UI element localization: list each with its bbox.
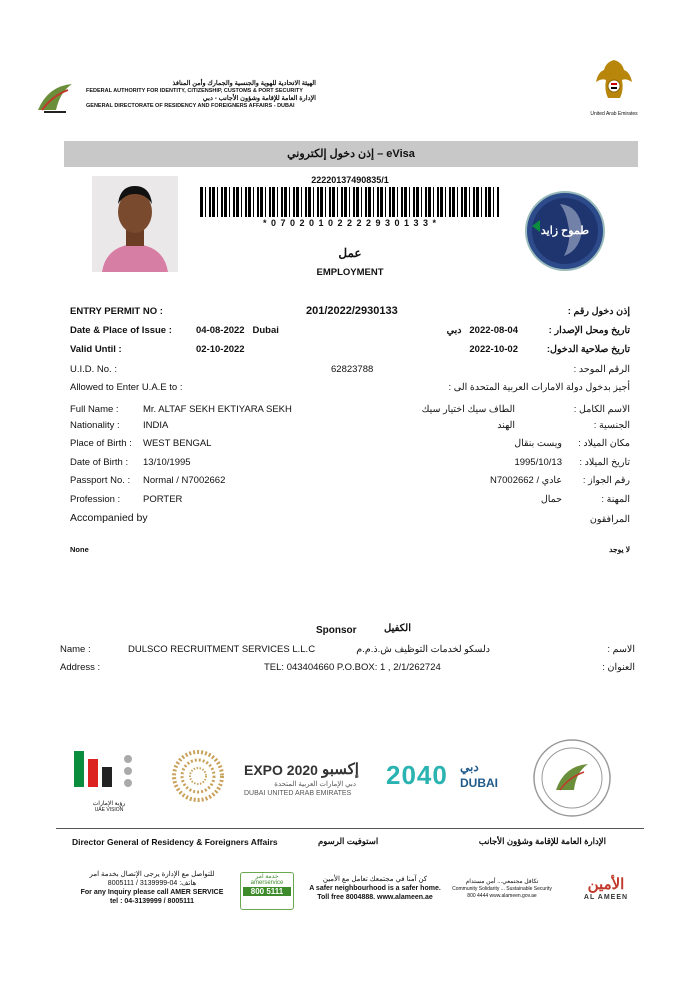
entry-permit-label: ENTRY PERMIT NO : xyxy=(70,306,163,317)
nationality-value: INDIA xyxy=(143,420,169,431)
sponsor-address-value: TEL: 043404660 P.O.BOX: 1 , 2/1/262724 xyxy=(264,662,441,673)
sponsor-name-label: Name : xyxy=(60,644,91,655)
sponsor-address-label-ar: العنوان : xyxy=(602,662,635,673)
profession-label-ar: المهنة : xyxy=(601,494,630,505)
profession-value: PORTER xyxy=(143,494,183,505)
footer-divider xyxy=(56,828,644,829)
sponsor-name-value-ar: دلسكو لخدمات التوظيف ش.ذ.م.م xyxy=(356,644,490,655)
dubai-2040-logo xyxy=(386,760,506,796)
amer-contact xyxy=(66,870,238,906)
amer-logo-num: 800 5111 xyxy=(243,887,291,896)
pob-value: WEST BENGAL xyxy=(143,438,212,449)
solidarity-en: Community Solidarity ... Sustainable Security xyxy=(452,886,552,892)
authority-name-en-2: GENERAL DIRECTORATE OF RESIDENCY AND FOREIGNERS AFFAIRS - DUBAI xyxy=(86,102,295,109)
allowed-label: Allowed to Enter U.A.E to : xyxy=(70,382,183,393)
name-label: Full Name : xyxy=(70,404,119,415)
name-value: Mr. ALTAF SEKH EKTIYARA SEKH xyxy=(143,404,292,415)
accompanied-value: None xyxy=(70,545,89,554)
badge-text: طموح زايد xyxy=(540,225,590,237)
sponsor-heading-ar: الكفيل xyxy=(384,623,411,634)
dob-label-ar: تاريخ الميلاد : xyxy=(579,457,630,468)
pob-label-ar: مكان الميلاد : xyxy=(578,438,630,449)
nationality-value-ar: الهند xyxy=(497,420,515,431)
uae-emblem xyxy=(588,56,640,122)
fee-ar: استوفيت الرسوم xyxy=(318,836,379,846)
profession-value-ar: حمال xyxy=(540,494,562,505)
dob-label: Date of Birth : xyxy=(70,457,129,468)
authority-seal-icon xyxy=(532,738,612,818)
uae-vision-en: UAE VISION xyxy=(94,807,124,813)
expo-2020-logo xyxy=(170,748,370,806)
sponsor-name-value: DULSCO RECRUITMENT SERVICES L.L.C xyxy=(128,644,316,655)
authority-name xyxy=(86,80,316,109)
director-ar: الإدارة العامة للإقامة وشؤون الأجانب xyxy=(478,836,606,846)
uid-label: U.I.D. No. : xyxy=(70,364,117,375)
solidarity-contact: 800 4444 www.alameen.gov.ae xyxy=(467,893,537,899)
issue-value-ar: 2022-08-04 دبي xyxy=(446,325,518,336)
profession-label: Profession : xyxy=(70,494,121,505)
valid-value: 02-10-2022 xyxy=(196,344,245,355)
nationality-label: Nationality : xyxy=(70,420,120,431)
sponsor-address-label: Address : xyxy=(60,662,101,673)
barcode-text: * 0 7 0 2 0 1 0 2 2 2 2 9 3 0 1 3 3 * xyxy=(262,218,438,228)
solidarity-ar: تكافل مجتمعي... أمن مستدام xyxy=(465,879,539,885)
amer-logo-en: amerservice xyxy=(250,880,284,886)
amer-ar-1: للتواصل مع الإدارة يرجى الإتصال بخدمة امر xyxy=(89,871,215,878)
page-title: إذن دخول إلكتروني – eVisa xyxy=(287,148,415,160)
zayed-ambition-badge xyxy=(524,190,606,272)
dubai-ar: دبي xyxy=(460,760,479,774)
passport-value: Normal / N7002662 xyxy=(143,475,226,486)
country-label: United Arab Emirates xyxy=(590,111,638,117)
allowed-label-ar: أجيز بدخول دولة الامارات العربية المتحدة الى : xyxy=(448,382,630,393)
passport-label: Passport No. : xyxy=(70,475,131,486)
name-label-ar: الاسم الكامل : xyxy=(573,404,630,415)
amer-service-logo xyxy=(240,872,294,910)
uid-value: 62823788 xyxy=(331,364,374,375)
dob-value-ar: 1995/10/13 xyxy=(514,457,562,468)
valid-label: Valid Until : xyxy=(70,344,122,355)
nationality-label-ar: الجنسية : xyxy=(593,420,630,431)
dob-value: 13/10/1995 xyxy=(143,457,191,468)
amer-en-2: tel : 04-3139999 / 8005111 xyxy=(109,898,195,905)
passport-value-ar: عادي / N7002662 xyxy=(489,475,562,486)
valid-label-ar: تاريخ صلاحية الدخول: xyxy=(546,344,630,355)
issue-value: 04-08-2022 Dubai xyxy=(196,325,279,336)
pob-value-ar: ويست بنقال xyxy=(514,438,562,449)
al-ameen-logo xyxy=(566,876,646,912)
barcode xyxy=(200,187,500,217)
community-solidarity xyxy=(450,879,554,900)
person-photo-icon xyxy=(92,176,178,272)
valid-value-ar: 2022-10-02 xyxy=(469,344,518,355)
amer-logo-ar: خدمة آمر xyxy=(255,874,279,880)
uae-vision-icon xyxy=(66,745,152,795)
pob-label: Place of Birth : xyxy=(70,438,132,449)
director-en: Director General of Residency & Foreigners Affairs xyxy=(72,837,278,847)
safe-toll: Toll free 8004888. www.alameen.ae xyxy=(317,894,433,901)
accompanied-value-ar: لا يوجد xyxy=(609,545,630,554)
falcon-emblem-icon xyxy=(594,56,634,106)
expo-en: EXPO 2020 xyxy=(244,762,318,778)
expo-sub-ar: دبي الإمارات العربية المتحدة xyxy=(274,781,356,788)
safe-en: A safer neighbourhood is a safer home. xyxy=(309,885,441,892)
authority-name-en-1: FEDERAL AUTHORITY FOR IDENTITY, CITIZENSHIP, CUSTOMS & PORT SECURITY xyxy=(86,88,303,94)
applicant-photo xyxy=(92,176,178,272)
expo-sub-en: DUBAI UNITED ARAB EMIRATES xyxy=(244,790,352,797)
authority-seal xyxy=(532,738,612,818)
visa-type-en: EMPLOYMENT xyxy=(316,267,384,278)
entry-permit-value: 201/2022/2930133 xyxy=(306,305,398,317)
expo-ring-icon xyxy=(170,748,226,804)
expo-ar: إكسبو xyxy=(322,761,359,778)
uid-label-ar: الرقم الموحد : xyxy=(573,364,630,375)
dubai-en: DUBAI xyxy=(460,776,498,790)
entry-permit-label-ar: إذن دخول رقم : xyxy=(567,306,630,317)
name-value-ar: الطاف سيك اختيار سيك xyxy=(421,404,515,415)
sponsor-name-label-ar: الاسم : xyxy=(607,644,635,655)
accompanied-label-ar: المرافقون xyxy=(589,514,630,525)
accompanied-label: Accompanied by xyxy=(70,512,148,524)
dubai-2040-text: 2040 xyxy=(386,760,448,790)
visa-type-ar: عمل xyxy=(338,246,362,260)
alameen-en: AL AMEEN xyxy=(583,894,629,901)
amer-ar-2: هاتف: 04-3139999 / 8005111 xyxy=(107,880,197,887)
safe-ar: كن آمنا في مجتمعك تعامل مع الأمين xyxy=(322,876,428,883)
amer-en-1: For any Inquiry please call AMER SERVICE xyxy=(80,889,224,896)
title-bar xyxy=(64,141,638,167)
issue-label-ar: تاريخ ومحل الإصدار : xyxy=(548,325,630,336)
authority-name-ar-1: الهيئة الاتحادية للهوية والجنسية والجمارك وأمن المنافذ xyxy=(172,80,316,87)
permit-code: 22220137490835/1 xyxy=(311,175,389,185)
authority-name-ar-2: الإدارة العامة للإقامة وشؤون الأجانب - دبي xyxy=(202,94,316,102)
authority-logo xyxy=(34,80,76,116)
sponsor-heading-en: Sponsor xyxy=(316,625,357,636)
alameen-ar: الأمين xyxy=(587,876,625,893)
uae-vision-ar: رؤية الإمارات xyxy=(92,801,126,807)
uae-vision-logo xyxy=(66,745,152,817)
passport-label-ar: رقم الجواز : xyxy=(582,475,630,486)
safe-neighbourhood xyxy=(300,875,450,902)
issue-label: Date & Place of Issue : xyxy=(70,325,172,336)
